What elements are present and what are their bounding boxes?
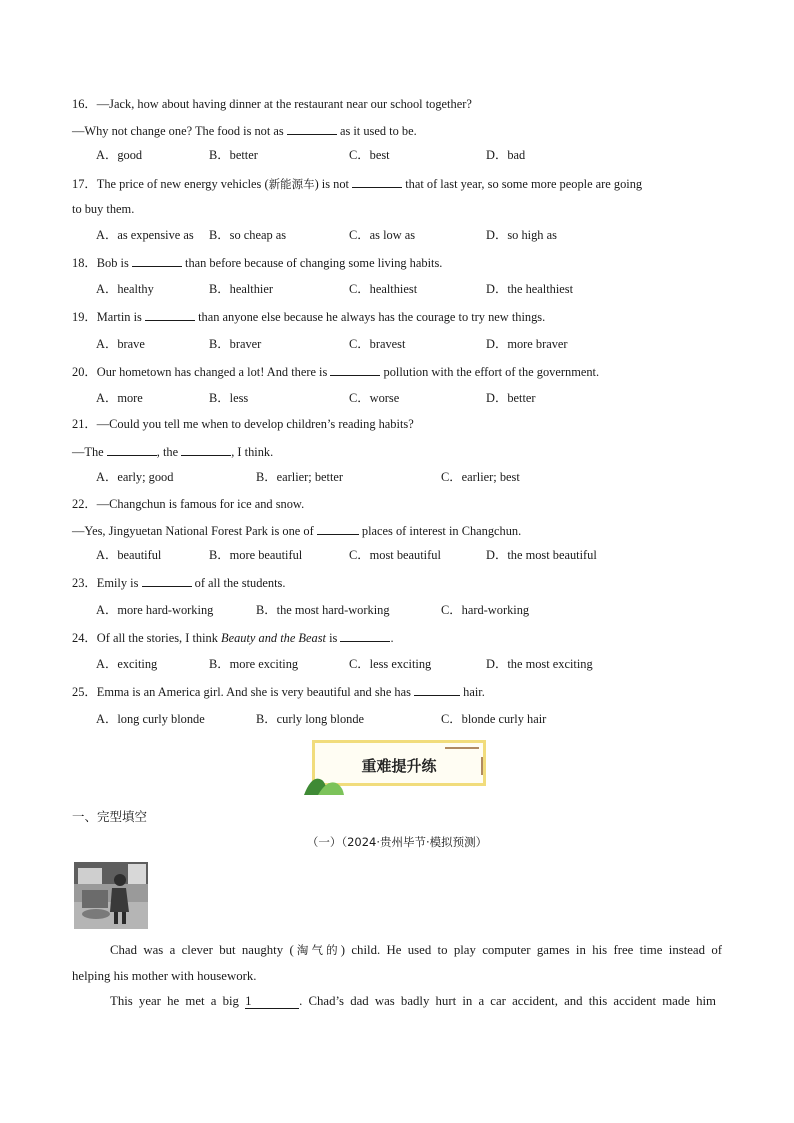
option-a[interactable]: A．good xyxy=(96,148,143,162)
section-subtitle: （一）（2024·贵州毕节·模拟预测） xyxy=(306,835,488,849)
option-c[interactable]: C．hard-working xyxy=(441,603,530,617)
option-d[interactable]: D．more braver xyxy=(486,337,568,351)
option-a[interactable]: A．more xyxy=(96,391,143,405)
option-b[interactable]: B．better xyxy=(209,148,258,162)
option-d[interactable]: D．so high as xyxy=(486,228,557,242)
question-22-stem: 22．—Changchun is famous for ice and snow. xyxy=(72,497,305,511)
passage-paragraph-1-line-2: helping his mother with housework. xyxy=(72,969,257,983)
section-title: 一、完型填空 xyxy=(72,809,148,824)
option-a[interactable]: A．as expensive as xyxy=(96,228,194,242)
option-d[interactable]: D．the healthiest xyxy=(486,282,574,296)
option-d[interactable]: D．bad xyxy=(486,148,526,162)
option-b[interactable]: B．more exciting xyxy=(209,657,299,671)
passage-paragraph-1-line-1: Chad was a clever but naughty (淘气的) child. He used to play computer games in his free time instead of xyxy=(110,943,723,957)
option-d[interactable]: D．the most exciting xyxy=(486,657,593,671)
option-b[interactable]: B．so cheap as xyxy=(209,228,287,242)
option-a[interactable]: A．more hard-working xyxy=(96,603,214,617)
question-24-stem: 24．Of all the stories, I think Beauty and the Beast is . xyxy=(72,631,394,645)
option-a[interactable]: A．early; good xyxy=(96,470,174,484)
option-b[interactable]: B．the most hard-working xyxy=(256,603,390,617)
question-16-reply: —Why not change one? The food is not as as it used to be. xyxy=(72,124,417,138)
answer-blank[interactable] xyxy=(287,122,337,135)
option-b[interactable]: B．healthier xyxy=(209,282,273,296)
option-c[interactable]: C．earlier; best xyxy=(441,470,520,484)
passage-paragraph-2-line-1: This year he met a big 1 . Chad’s dad was badly hurt in a car accident, and this accident made him xyxy=(110,994,716,1008)
hills-icon xyxy=(302,770,346,796)
cloze-blank-1[interactable]: 1 xyxy=(245,994,299,1009)
photo-image xyxy=(74,862,148,929)
answer-blank[interactable] xyxy=(142,574,192,587)
option-a[interactable]: A．brave xyxy=(96,337,145,351)
option-b[interactable]: B．earlier; better xyxy=(256,470,344,484)
question-20-stem: 20．Our hometown has changed a lot! And there is pollution with the effort of the government. xyxy=(72,365,600,379)
question-21-reply: —The , the , I think. xyxy=(72,445,274,459)
option-a[interactable]: A．long curly blonde xyxy=(96,712,205,726)
option-c[interactable]: C．blonde curly hair xyxy=(441,712,547,726)
answer-blank[interactable] xyxy=(181,443,231,456)
answer-blank[interactable] xyxy=(132,254,182,267)
answer-blank[interactable] xyxy=(317,522,359,535)
option-d[interactable]: D．better xyxy=(486,391,536,405)
question-21-stem: 21．—Could you tell me when to develop children’s reading habits? xyxy=(72,417,414,431)
question-23-stem: 23．Emily is of all the students. xyxy=(72,576,286,590)
banner-title: 重难提升练 xyxy=(361,757,437,775)
option-c[interactable]: C．best xyxy=(349,148,390,162)
option-d[interactable]: D．the most beautiful xyxy=(486,548,597,562)
question-17-stem: 17．The price of new energy vehicles (新能源车) is not that of last year, so some more people are going xyxy=(72,177,643,191)
option-b[interactable]: B．curly long blonde xyxy=(256,712,365,726)
option-b[interactable]: B．braver xyxy=(209,337,262,351)
option-c[interactable]: C．worse xyxy=(349,391,400,405)
answer-blank[interactable] xyxy=(330,363,380,376)
question-25-stem: 25．Emma is an America girl. And she is very beautiful and she has hair. xyxy=(72,685,485,699)
option-b[interactable]: B．more beautiful xyxy=(209,548,303,562)
option-a[interactable]: A．exciting xyxy=(96,657,158,671)
option-c[interactable]: C．most beautiful xyxy=(349,548,441,562)
question-19-stem: 19．Martin is than anyone else because he always has the courage to try new things. xyxy=(72,310,546,324)
question-17-stem-cont: to buy them. xyxy=(72,202,135,216)
option-a[interactable]: A．healthy xyxy=(96,282,154,296)
option-c[interactable]: C．bravest xyxy=(349,337,406,351)
option-a[interactable]: A．beautiful xyxy=(96,548,162,562)
passage-photo xyxy=(74,862,148,929)
answer-blank[interactable] xyxy=(340,629,390,642)
answer-blank[interactable] xyxy=(107,443,157,456)
question-18-stem: 18．Bob is than before because of changing some living habits. xyxy=(72,256,443,270)
question-22-reply: —Yes, Jingyuetan National Forest Park is one of places of interest in Changchun. xyxy=(72,524,522,538)
answer-blank[interactable] xyxy=(352,175,402,188)
option-c[interactable]: C．less exciting xyxy=(349,657,432,671)
answer-blank[interactable] xyxy=(145,308,195,321)
option-b[interactable]: B．less xyxy=(209,391,249,405)
option-c[interactable]: C．healthiest xyxy=(349,282,418,296)
option-c[interactable]: C．as low as xyxy=(349,228,416,242)
answer-blank[interactable] xyxy=(414,683,460,696)
banner-deco-line xyxy=(445,747,479,749)
question-16-stem: 16．—Jack, how about having dinner at the restaurant near our school together? xyxy=(72,97,472,111)
